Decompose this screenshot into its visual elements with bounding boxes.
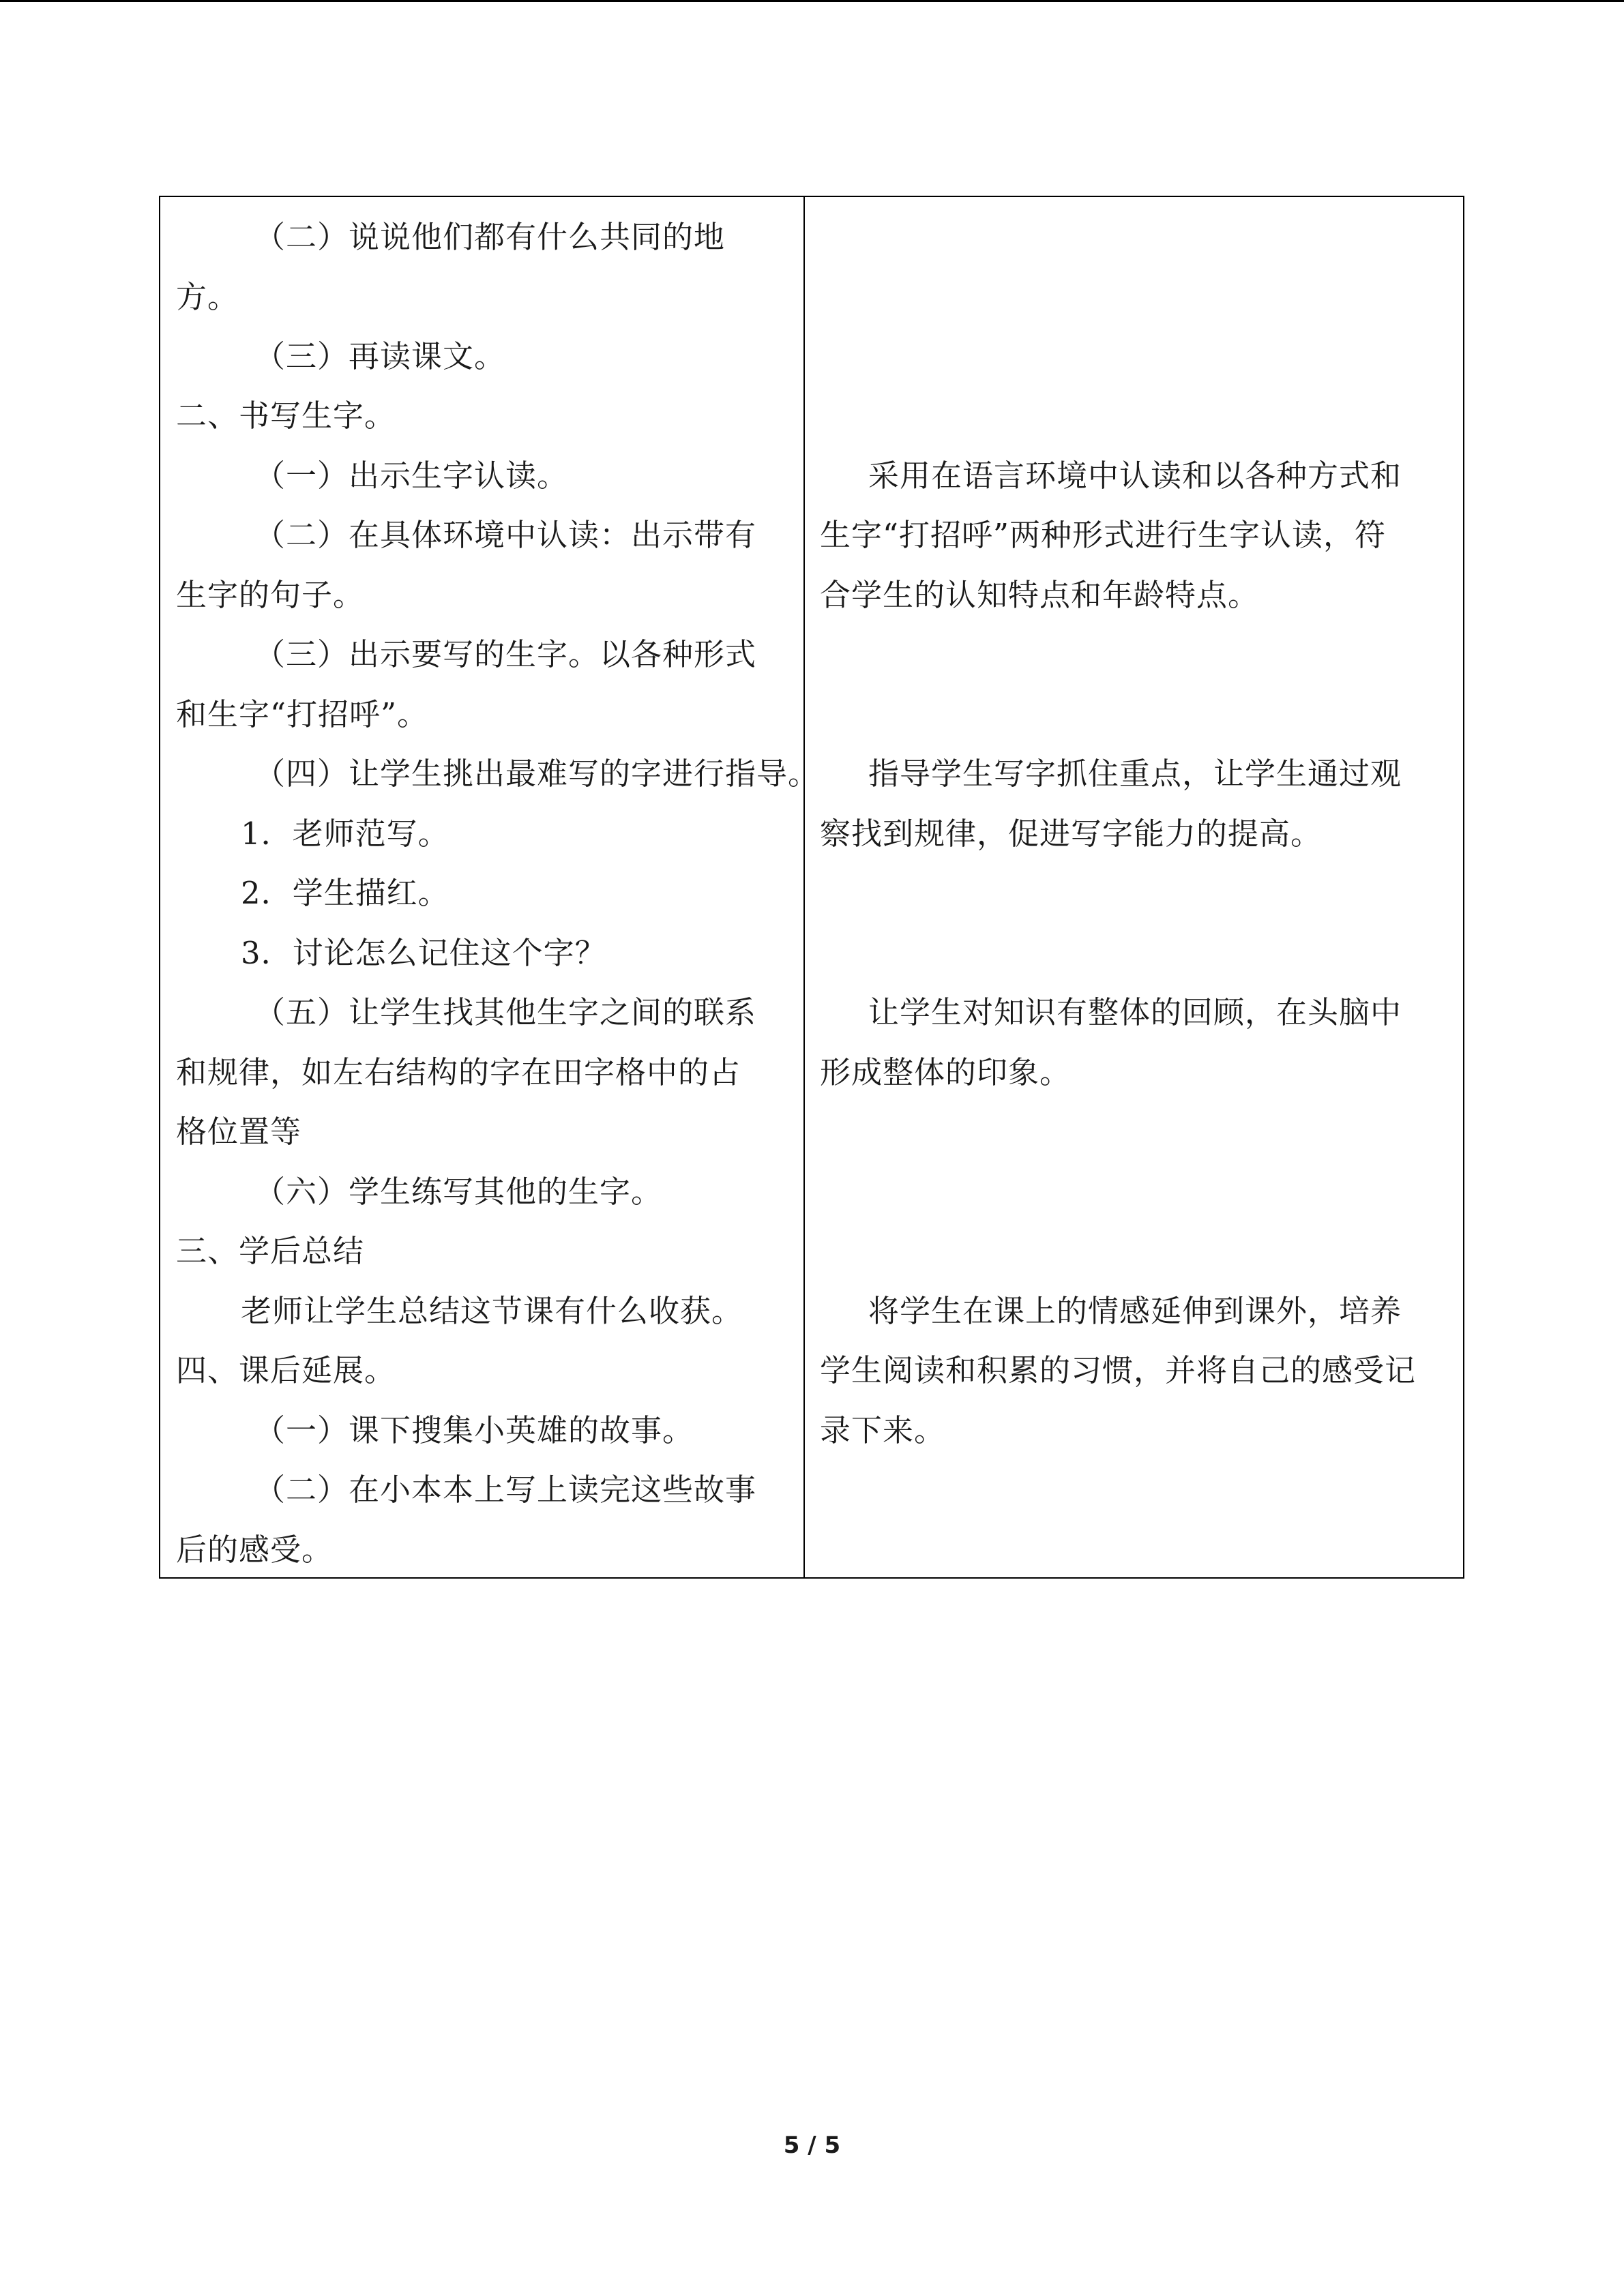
step-line: （三）出示要写的生字。以各种形式 bbox=[254, 636, 757, 672]
note-line: 采用在语言环境中认读和以各种方式和 bbox=[868, 458, 1402, 494]
note-line: 形成整体的印象。 bbox=[820, 1054, 1072, 1090]
teaching-steps-column bbox=[160, 197, 820, 1577]
note-line: 录下来。 bbox=[820, 1412, 946, 1448]
note-line: 察找到规律，促进写字能力的提高。 bbox=[820, 816, 1323, 852]
step-line: 3．讨论怎么记住这个字？ bbox=[241, 935, 606, 971]
step-line: （三）再读课文。 bbox=[254, 338, 506, 374]
step-line: 后的感受。 bbox=[176, 1532, 334, 1568]
section-heading: 四、课后延展。 bbox=[176, 1352, 396, 1388]
step-line: 方。 bbox=[176, 279, 239, 315]
step-line: （五）让学生找其他生字之间的联系 bbox=[254, 994, 757, 1030]
step-line: （二）在小本本上写上读完这些故事 bbox=[254, 1472, 757, 1508]
step-line: （四）让学生挑出最难写的字进行指导。 bbox=[254, 756, 820, 792]
lesson-plan-table bbox=[159, 196, 1464, 1579]
step-line: 格位置等 bbox=[176, 1114, 302, 1150]
top-border-rule bbox=[0, 0, 1624, 2]
note-line: 学生阅读和积累的习惯，并将自己的感受记 bbox=[820, 1352, 1417, 1388]
step-line: （二）说说他们都有什么共同的地 bbox=[254, 219, 726, 255]
note-line: 将学生在课上的情感延伸到课外，培养 bbox=[868, 1293, 1402, 1329]
step-line: （六）学生练写其他的生字。 bbox=[254, 1174, 663, 1210]
note-line: 让学生对知识有整体的回顾，在头脑中 bbox=[868, 994, 1402, 1030]
step-line: 生字的句子。 bbox=[176, 577, 365, 613]
step-line: 和规律，如左右结构的字在田字格中的占 bbox=[176, 1054, 741, 1090]
note-line: 合学生的认知特点和年龄特点。 bbox=[820, 577, 1260, 613]
step-line: 老师让学生总结这节课有什么收获。 bbox=[241, 1293, 743, 1329]
step-line: 2．学生描红。 bbox=[241, 875, 449, 911]
page-number: 5 / 5 bbox=[783, 2132, 841, 2159]
design-notes-column bbox=[805, 197, 1463, 1577]
step-line: 和生字“打招呼”。 bbox=[176, 696, 429, 732]
step-line: 1．老师范写。 bbox=[241, 816, 449, 852]
step-line: （一）出示生字认读。 bbox=[254, 458, 569, 494]
note-line: 生字“打招呼”两种形式进行生字认读，符 bbox=[820, 517, 1387, 553]
step-line: （一）课下搜集小英雄的故事。 bbox=[254, 1412, 694, 1448]
section-heading: 二、书写生字。 bbox=[176, 398, 396, 434]
note-line: 指导学生写字抓住重点，让学生通过观 bbox=[868, 756, 1402, 792]
step-line: （二）在具体环境中认读：出示带有 bbox=[254, 517, 757, 553]
section-heading: 三、学后总结 bbox=[176, 1233, 365, 1269]
